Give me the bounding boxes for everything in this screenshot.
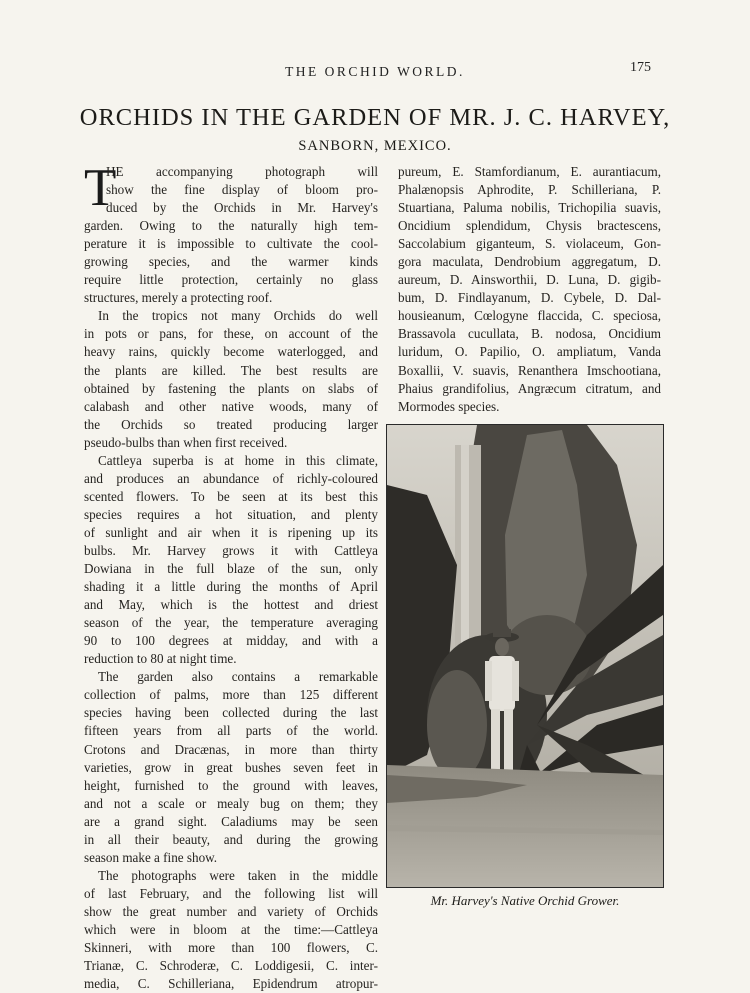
text-line: show the great number and variety of Orchids: [84, 903, 378, 919]
text-line: structures, merely a protecting roof.: [84, 290, 273, 306]
text-line: height, furnished to the ground with leaves,: [84, 777, 378, 793]
text-line: bulbs. Mr. Harvey grows it with Cattleya: [84, 542, 378, 558]
text-line: collection of palms, more than 125 different: [84, 687, 378, 703]
text-line: Crotons and Dracænas, in more than thirty: [84, 741, 378, 757]
text-line: Boxallii, V. suavis, Renanthera Imschootiana,: [398, 362, 661, 378]
text-line: are a grand sight. Caladiums may be seen: [84, 813, 378, 829]
photo-caption: Mr. Harvey's Native Orchid Grower.: [430, 893, 620, 908]
text-line: in pots or pans, for these, on account of the: [84, 326, 378, 342]
text-line: species requires a hot situation, and plenty: [84, 506, 378, 522]
text-line: Dowiana in the full blaze of the sun, only: [84, 561, 378, 577]
text-line: Stuartiana, Paluma nobilis, Trichopilia suavis,: [398, 200, 661, 216]
text-line: reduction to 80 at night time.: [84, 651, 237, 667]
text-line: Oncidium splendidum, Chysis bractescens,: [398, 218, 661, 234]
text-line: housieanum, Cœlogyne flaccida, C. speciosa,: [398, 308, 661, 324]
text-line: shading it a little during the months of April: [84, 579, 378, 595]
page-number: 175: [630, 60, 651, 75]
text-line: season make a fine show.: [84, 849, 218, 865]
text-line: Phaius grandifolius, Angræcum citratum, and: [398, 380, 661, 396]
text-line: of sunlight and air when it is ripening up its: [84, 524, 378, 540]
text-line: HE accompanying photograph will: [106, 164, 378, 179]
text-line: Saccolabium giganteum, S. violaceum, Gon-: [398, 236, 661, 252]
running-head: THE ORCHID WORLD.: [285, 64, 465, 79]
text-line: the Orchids so treated producing larger: [84, 416, 378, 432]
text-line: and May, which is the hottest and driest: [84, 597, 378, 613]
text-line: fifteen years from all parts of the world.: [84, 723, 378, 739]
article-title: ORCHIDS IN THE GARDEN OF MR. J. C. HARVEY,: [79, 104, 671, 131]
text-line: Cattleya superba is at home in this climate,: [98, 452, 378, 468]
text-line: pureum, E. Stamfordianum, E. aurantiacum,: [398, 164, 661, 179]
text-line: bum, D. Findlayanum, D. Cybele, D. Dal-: [398, 290, 661, 306]
text-line: varieties, grow in great bushes seven feet in: [84, 759, 378, 775]
text-line: which were in bloom at the time:—Cattleya: [84, 921, 378, 937]
text-line: the plants are killed. The best results are: [84, 362, 378, 378]
text-line: gora maculata, Dendrobium aggregatum, D.: [398, 254, 661, 270]
text-line: require little protection, certainly no glass: [84, 272, 378, 288]
article-subtitle: SANBORN, MEXICO.: [298, 138, 452, 154]
text-line: garden. Owing to the naturally high tem-: [84, 218, 378, 234]
text-line: 90 to 100 degrees at midday, and with a: [84, 633, 378, 649]
text-line: luridum, O. Papilio, O. ampliatum, Vanda: [398, 344, 661, 360]
text-line: pseudo-bulbs than when first received.: [84, 434, 288, 450]
left-column: [84, 159, 378, 993]
text-line: Phalænopsis Aphrodite, P. Schilleriana, P.: [398, 182, 661, 198]
text-line: duced by the Orchids in Mr. Harvey's: [106, 200, 378, 216]
text-line: and produces an abundance of richly-coloured: [84, 470, 378, 486]
text-line: show the fine display of bloom pro-: [106, 182, 378, 198]
drop-cap: T: [84, 159, 117, 217]
text-line: Mormodes species.: [398, 398, 500, 414]
text-line: species having been collected during the last: [84, 705, 378, 721]
text-line: growing species, and the warmer kinds: [84, 254, 378, 270]
text-line: and not a scale or mealy bug on them; they: [84, 795, 378, 811]
text-line: season of the year, the temperature averaging: [84, 615, 378, 631]
text-line: Brassavola cucullata, B. nodosa, Oncidium: [398, 326, 661, 342]
text-line: obtained by fastening the plants on slabs of: [84, 380, 378, 396]
text-line: perature it is impossible to cultivate the cool-: [84, 236, 378, 252]
text-line: heavy rains, quickly become waterlogged, and: [84, 344, 378, 360]
text-line: calabash and other native woods, many of: [84, 398, 378, 414]
text-line: Trianæ, C. Schroderæ, C. Loddigesii, C. inter-: [84, 958, 378, 974]
text-line: The photographs were taken in the middle: [98, 867, 378, 883]
text-line: In the tropics not many Orchids do well: [98, 308, 378, 324]
text-line: of last February, and the following list will: [84, 885, 378, 901]
garden-photograph: [386, 424, 664, 888]
text-line: in all their beauty, and during the growing: [84, 831, 378, 847]
text-line: media, C. Schilleriana, Epidendrum atropur-: [84, 976, 378, 992]
text-line: scented flowers. To be seen at its best this: [84, 488, 378, 504]
text-line: Skinneri, with more than 100 flowers, C.: [84, 940, 378, 956]
text-line: The garden also contains a remarkable: [98, 669, 378, 685]
photograph-illustration: [387, 425, 663, 887]
text-line: aureum, D. Ainsworthii, D. Luna, D. gigib-: [398, 272, 661, 288]
right-column: [398, 163, 661, 416]
